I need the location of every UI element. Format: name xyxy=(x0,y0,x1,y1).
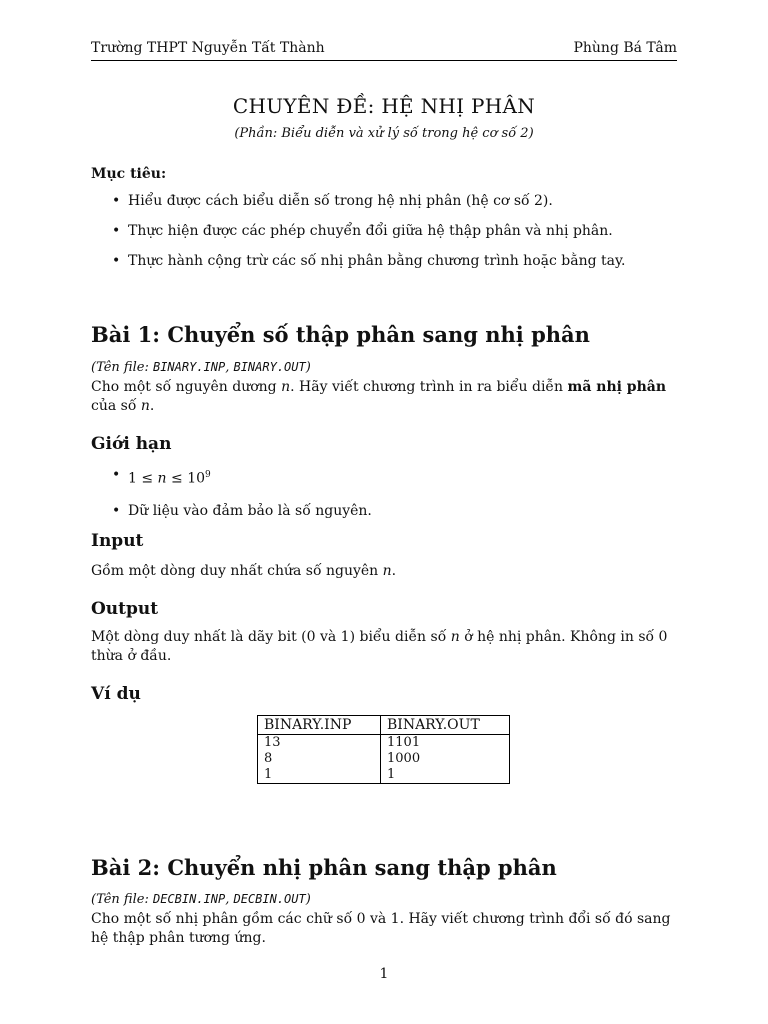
objectives-list xyxy=(91,192,677,282)
limit-text: ≤ 10 xyxy=(166,470,206,487)
table-header-row xyxy=(258,716,510,735)
desc-var: n xyxy=(281,379,291,395)
table-row xyxy=(258,767,510,784)
page-number: 1 xyxy=(379,966,389,982)
desc-text: Cho một số nguyên dương xyxy=(91,379,282,395)
table-cell: 1101 xyxy=(381,735,510,752)
file-suffix: ) xyxy=(305,360,311,375)
file-out: DECBIN.OUT xyxy=(233,892,306,906)
limit-exponent: 9 xyxy=(205,470,211,480)
example-table xyxy=(257,715,510,784)
output-text: ở hệ nhị phân. Không in số 0 thừa ở đầu. xyxy=(91,629,668,664)
desc-text: . xyxy=(149,398,155,414)
input-description xyxy=(91,562,677,581)
list-item xyxy=(91,466,677,488)
bai1-heading: Bài 1: Chuyển số thập phân sang nhị phân xyxy=(91,322,590,347)
file-separator: , xyxy=(225,892,234,907)
input-heading: Input xyxy=(91,531,144,551)
file-separator: , xyxy=(225,360,234,375)
list-item: • Dữ liệu vào đảm bảo là số nguyên. xyxy=(91,502,677,520)
file-suffix: ) xyxy=(305,892,311,907)
output-text: Một dòng duy nhất là dãy bit (0 và 1) biểu diễn số xyxy=(91,629,451,645)
table-cell: 1000 xyxy=(381,751,510,767)
file-label: (Tên file: xyxy=(91,892,153,907)
desc-text: của số xyxy=(91,398,141,414)
bai2-description: Cho một số nhị phân gồm các chữ số 0 và 1. Hãy viết chương trình đổi số đó sang hệ thập phân tương ứng. xyxy=(91,911,671,946)
limit-text: 1 ≤ xyxy=(128,470,158,487)
input-var: n xyxy=(382,563,392,579)
file-inp: BINARY.INP xyxy=(152,360,226,374)
file-inp: DECBIN.INP xyxy=(152,892,226,906)
column-header: BINARY.OUT xyxy=(381,716,510,735)
desc-bold: mã nhị phân xyxy=(567,379,667,395)
desc-text: . Hãy viết chương trình in ra biểu diễn xyxy=(290,379,568,395)
table-cell: 8 xyxy=(258,751,381,767)
input-text: Gồm một dòng duy nhất chứa số nguyên xyxy=(91,563,383,579)
limits-heading: Giới hạn xyxy=(91,434,172,454)
table-cell: 1 xyxy=(258,767,381,784)
page-subtitle: (Phần: Biểu diễn và xử lý số trong hệ cơ số 2) xyxy=(234,126,534,141)
output-description xyxy=(91,628,677,666)
table-cell: 1 xyxy=(381,767,510,784)
header-rule xyxy=(91,60,677,61)
header-school: Trường THPT Nguyễn Tất Thành xyxy=(91,40,325,56)
bai2-heading: Bài 2: Chuyển nhị phân sang thập phân xyxy=(91,855,557,880)
list-item: • Thực hiện được các phép chuyển đổi giữa hệ thập phân và nhị phân. xyxy=(91,222,677,240)
desc-var: n xyxy=(140,398,150,414)
bai2-filenames xyxy=(91,892,311,907)
table-row xyxy=(258,751,510,767)
file-label: (Tên file: xyxy=(91,360,153,375)
list-item: • Hiểu được cách biểu diễn số trong hệ nhị phân (hệ cơ số 2). xyxy=(91,192,677,210)
bai1-filenames xyxy=(91,360,311,375)
table-row xyxy=(258,735,510,752)
bai1-description xyxy=(91,378,677,416)
table-cell: 13 xyxy=(258,735,381,752)
file-out: BINARY.OUT xyxy=(233,360,306,374)
output-var: n xyxy=(450,629,460,645)
example-heading: Ví dụ xyxy=(91,684,141,704)
column-header: BINARY.INP xyxy=(258,716,381,735)
objectives-label: Mục tiêu: xyxy=(91,166,167,182)
header-author: Phùng Bá Tâm xyxy=(573,40,677,56)
page-title: CHUYÊN ĐỀ: HỆ NHỊ PHÂN xyxy=(232,94,536,118)
limit-var: n xyxy=(157,470,167,487)
list-item: • Thực hành cộng trừ các số nhị phân bằng chương trình hoặc bằng tay. xyxy=(91,252,677,270)
input-text: . xyxy=(391,563,397,579)
output-heading: Output xyxy=(91,599,159,619)
limits-list xyxy=(91,466,677,534)
